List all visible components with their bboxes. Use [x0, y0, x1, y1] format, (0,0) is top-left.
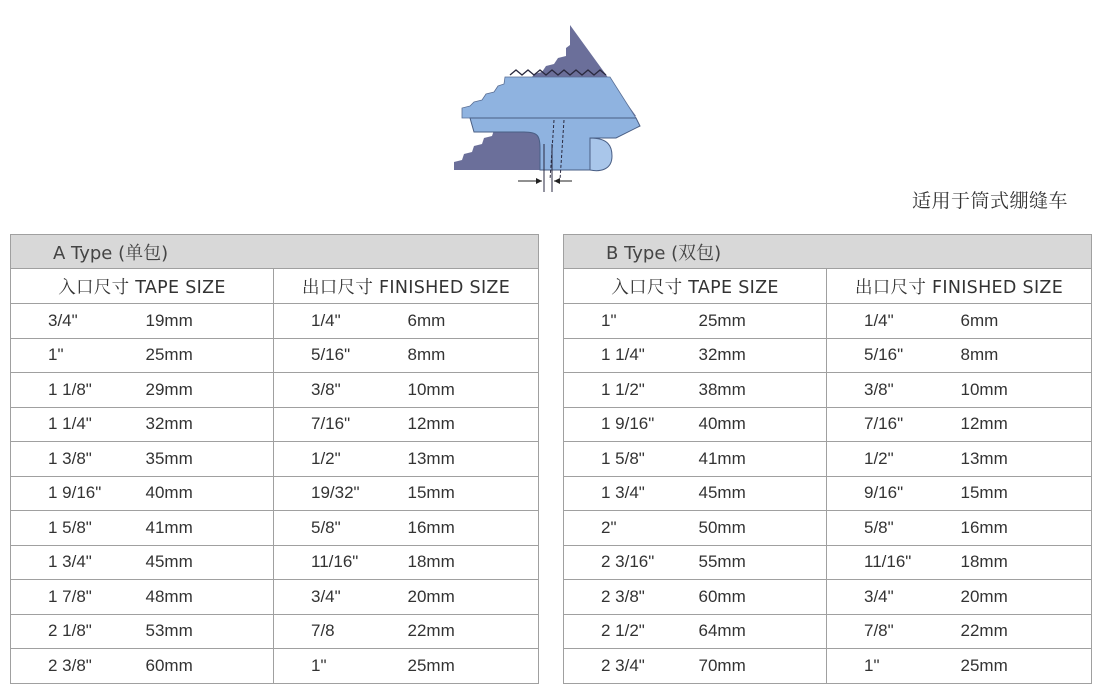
tape-inch-cell: 1 9/16" — [564, 407, 699, 442]
finished-mm-cell: 18mm — [961, 545, 1092, 580]
finished-inch-cell: 5/8" — [827, 511, 961, 546]
tape-inch-cell: 1 1/4" — [564, 338, 699, 373]
finished-mm-cell: 16mm — [408, 511, 539, 546]
finished-mm-cell: 22mm — [408, 614, 539, 649]
tape-inch-cell: 2 3/8" — [11, 649, 146, 684]
tape-mm-cell: 41mm — [146, 511, 274, 546]
finished-inch-cell: 1" — [274, 649, 408, 684]
tape-inch-cell: 3/4" — [11, 304, 146, 339]
tape-mm-cell: 60mm — [699, 580, 827, 615]
finished-inch-cell: 7/16" — [274, 407, 408, 442]
finished-mm-cell: 6mm — [961, 304, 1092, 339]
finished-mm-cell: 18mm — [408, 545, 539, 580]
tape-inch-cell: 1" — [564, 304, 699, 339]
finished-mm-cell: 12mm — [408, 407, 539, 442]
tape-mm-cell: 70mm — [699, 649, 827, 684]
finished-inch-cell: 3/8" — [827, 373, 961, 408]
tape-size-header: 入口尺寸 TAPE SIZE — [11, 269, 274, 304]
finished-mm-cell: 8mm — [961, 338, 1092, 373]
table-row — [11, 373, 539, 408]
finished-mm-cell: 16mm — [961, 511, 1092, 546]
finished-inch-cell: 1/2" — [274, 442, 408, 477]
tape-mm-cell: 32mm — [146, 407, 274, 442]
table-row — [564, 338, 1092, 373]
finished-inch-cell: 11/16" — [274, 545, 408, 580]
finished-inch-cell: 7/8 — [274, 614, 408, 649]
tape-inch-cell: 2" — [564, 511, 699, 546]
tape-inch-cell: 1 3/4" — [564, 476, 699, 511]
binder-folder-illustration — [440, 20, 670, 200]
size-table-b — [563, 234, 1092, 684]
tape-mm-cell: 25mm — [699, 304, 827, 339]
finished-mm-cell: 25mm — [961, 649, 1092, 684]
table-row — [564, 614, 1092, 649]
finished-inch-cell: 1/4" — [274, 304, 408, 339]
finished-inch-cell: 19/32" — [274, 476, 408, 511]
table-row — [11, 580, 539, 615]
finished-inch-cell: 7/8" — [827, 614, 961, 649]
tape-mm-cell: 35mm — [146, 442, 274, 477]
tape-mm-cell: 50mm — [699, 511, 827, 546]
tape-mm-cell: 60mm — [146, 649, 274, 684]
tape-mm-cell: 53mm — [146, 614, 274, 649]
tape-inch-cell: 1 3/4" — [11, 545, 146, 580]
tape-mm-cell: 64mm — [699, 614, 827, 649]
tape-mm-cell: 25mm — [146, 338, 274, 373]
tape-inch-cell: 1 5/8" — [564, 442, 699, 477]
finished-mm-cell: 20mm — [408, 580, 539, 615]
finished-inch-cell: 11/16" — [827, 545, 961, 580]
finished-inch-cell: 1" — [827, 649, 961, 684]
tape-inch-cell: 2 3/8" — [564, 580, 699, 615]
table-body — [564, 304, 1092, 684]
table-row — [11, 545, 539, 580]
table-row — [564, 407, 1092, 442]
finished-mm-cell: 13mm — [408, 442, 539, 477]
finished-inch-cell: 7/16" — [827, 407, 961, 442]
tape-mm-cell: 40mm — [699, 407, 827, 442]
table-row — [564, 304, 1092, 339]
table-row — [564, 511, 1092, 546]
tape-mm-cell: 40mm — [146, 476, 274, 511]
table-row — [11, 476, 539, 511]
finished-inch-cell: 1/4" — [827, 304, 961, 339]
top-fold-layer — [462, 77, 636, 118]
finished-mm-cell: 12mm — [961, 407, 1092, 442]
table-title: B Type (双包) — [564, 235, 1092, 269]
finished-mm-cell: 25mm — [408, 649, 539, 684]
table-row — [564, 580, 1092, 615]
tape-inch-cell: 2 3/16" — [564, 545, 699, 580]
finished-mm-cell: 10mm — [408, 373, 539, 408]
tape-mm-cell: 41mm — [699, 442, 827, 477]
tape-inch-cell: 1 9/16" — [11, 476, 146, 511]
tape-inch-cell: 1" — [11, 338, 146, 373]
table-row — [11, 304, 539, 339]
tape-mm-cell: 45mm — [146, 545, 274, 580]
tape-inch-cell: 1 3/8" — [11, 442, 146, 477]
table-body — [11, 304, 539, 684]
finished-mm-cell: 6mm — [408, 304, 539, 339]
tape-mm-cell: 38mm — [699, 373, 827, 408]
tape-inch-cell: 2 1/2" — [564, 614, 699, 649]
table-row — [564, 476, 1092, 511]
size-table-a — [10, 234, 539, 684]
folder-curl — [590, 138, 612, 171]
table-row — [11, 511, 539, 546]
table-title: A Type (单包) — [11, 235, 539, 269]
tape-mm-cell: 19mm — [146, 304, 274, 339]
finished-inch-cell: 3/4" — [274, 580, 408, 615]
finished-mm-cell: 15mm — [961, 476, 1092, 511]
tape-mm-cell: 45mm — [699, 476, 827, 511]
finished-inch-cell: 5/8" — [274, 511, 408, 546]
table-row — [11, 649, 539, 684]
finished-size-header: 出口尺寸 FINISHED SIZE — [827, 269, 1092, 304]
table-row — [11, 338, 539, 373]
finished-inch-cell: 3/4" — [827, 580, 961, 615]
finished-size-header: 出口尺寸 FINISHED SIZE — [274, 269, 539, 304]
finished-mm-cell: 22mm — [961, 614, 1092, 649]
finished-mm-cell: 10mm — [961, 373, 1092, 408]
tape-inch-cell: 2 1/8" — [11, 614, 146, 649]
table-row — [11, 614, 539, 649]
table-row — [564, 373, 1092, 408]
finished-inch-cell: 9/16" — [827, 476, 961, 511]
finished-mm-cell: 15mm — [408, 476, 539, 511]
finished-inch-cell: 5/16" — [274, 338, 408, 373]
finished-mm-cell: 13mm — [961, 442, 1092, 477]
table-row — [564, 545, 1092, 580]
tape-inch-cell: 1 1/4" — [11, 407, 146, 442]
table-row — [11, 442, 539, 477]
finished-inch-cell: 5/16" — [827, 338, 961, 373]
tape-mm-cell: 29mm — [146, 373, 274, 408]
finished-inch-cell: 3/8" — [274, 373, 408, 408]
finished-mm-cell: 20mm — [961, 580, 1092, 615]
tape-inch-cell: 1 7/8" — [11, 580, 146, 615]
table-row — [11, 407, 539, 442]
finished-inch-cell: 1/2" — [827, 442, 961, 477]
applicable-machine-caption: 适用于筒式绷缝车 — [912, 190, 1069, 212]
tape-size-header: 入口尺寸 TAPE SIZE — [564, 269, 827, 304]
tape-mm-cell: 55mm — [699, 545, 827, 580]
tape-mm-cell: 32mm — [699, 338, 827, 373]
tape-inch-cell: 1 1/2" — [564, 373, 699, 408]
tape-inch-cell: 2 3/4" — [564, 649, 699, 684]
table-row — [564, 649, 1092, 684]
finished-mm-cell: 8mm — [408, 338, 539, 373]
table-row — [564, 442, 1092, 477]
tape-inch-cell: 1 1/8" — [11, 373, 146, 408]
tape-inch-cell: 1 5/8" — [11, 511, 146, 546]
tape-mm-cell: 48mm — [146, 580, 274, 615]
